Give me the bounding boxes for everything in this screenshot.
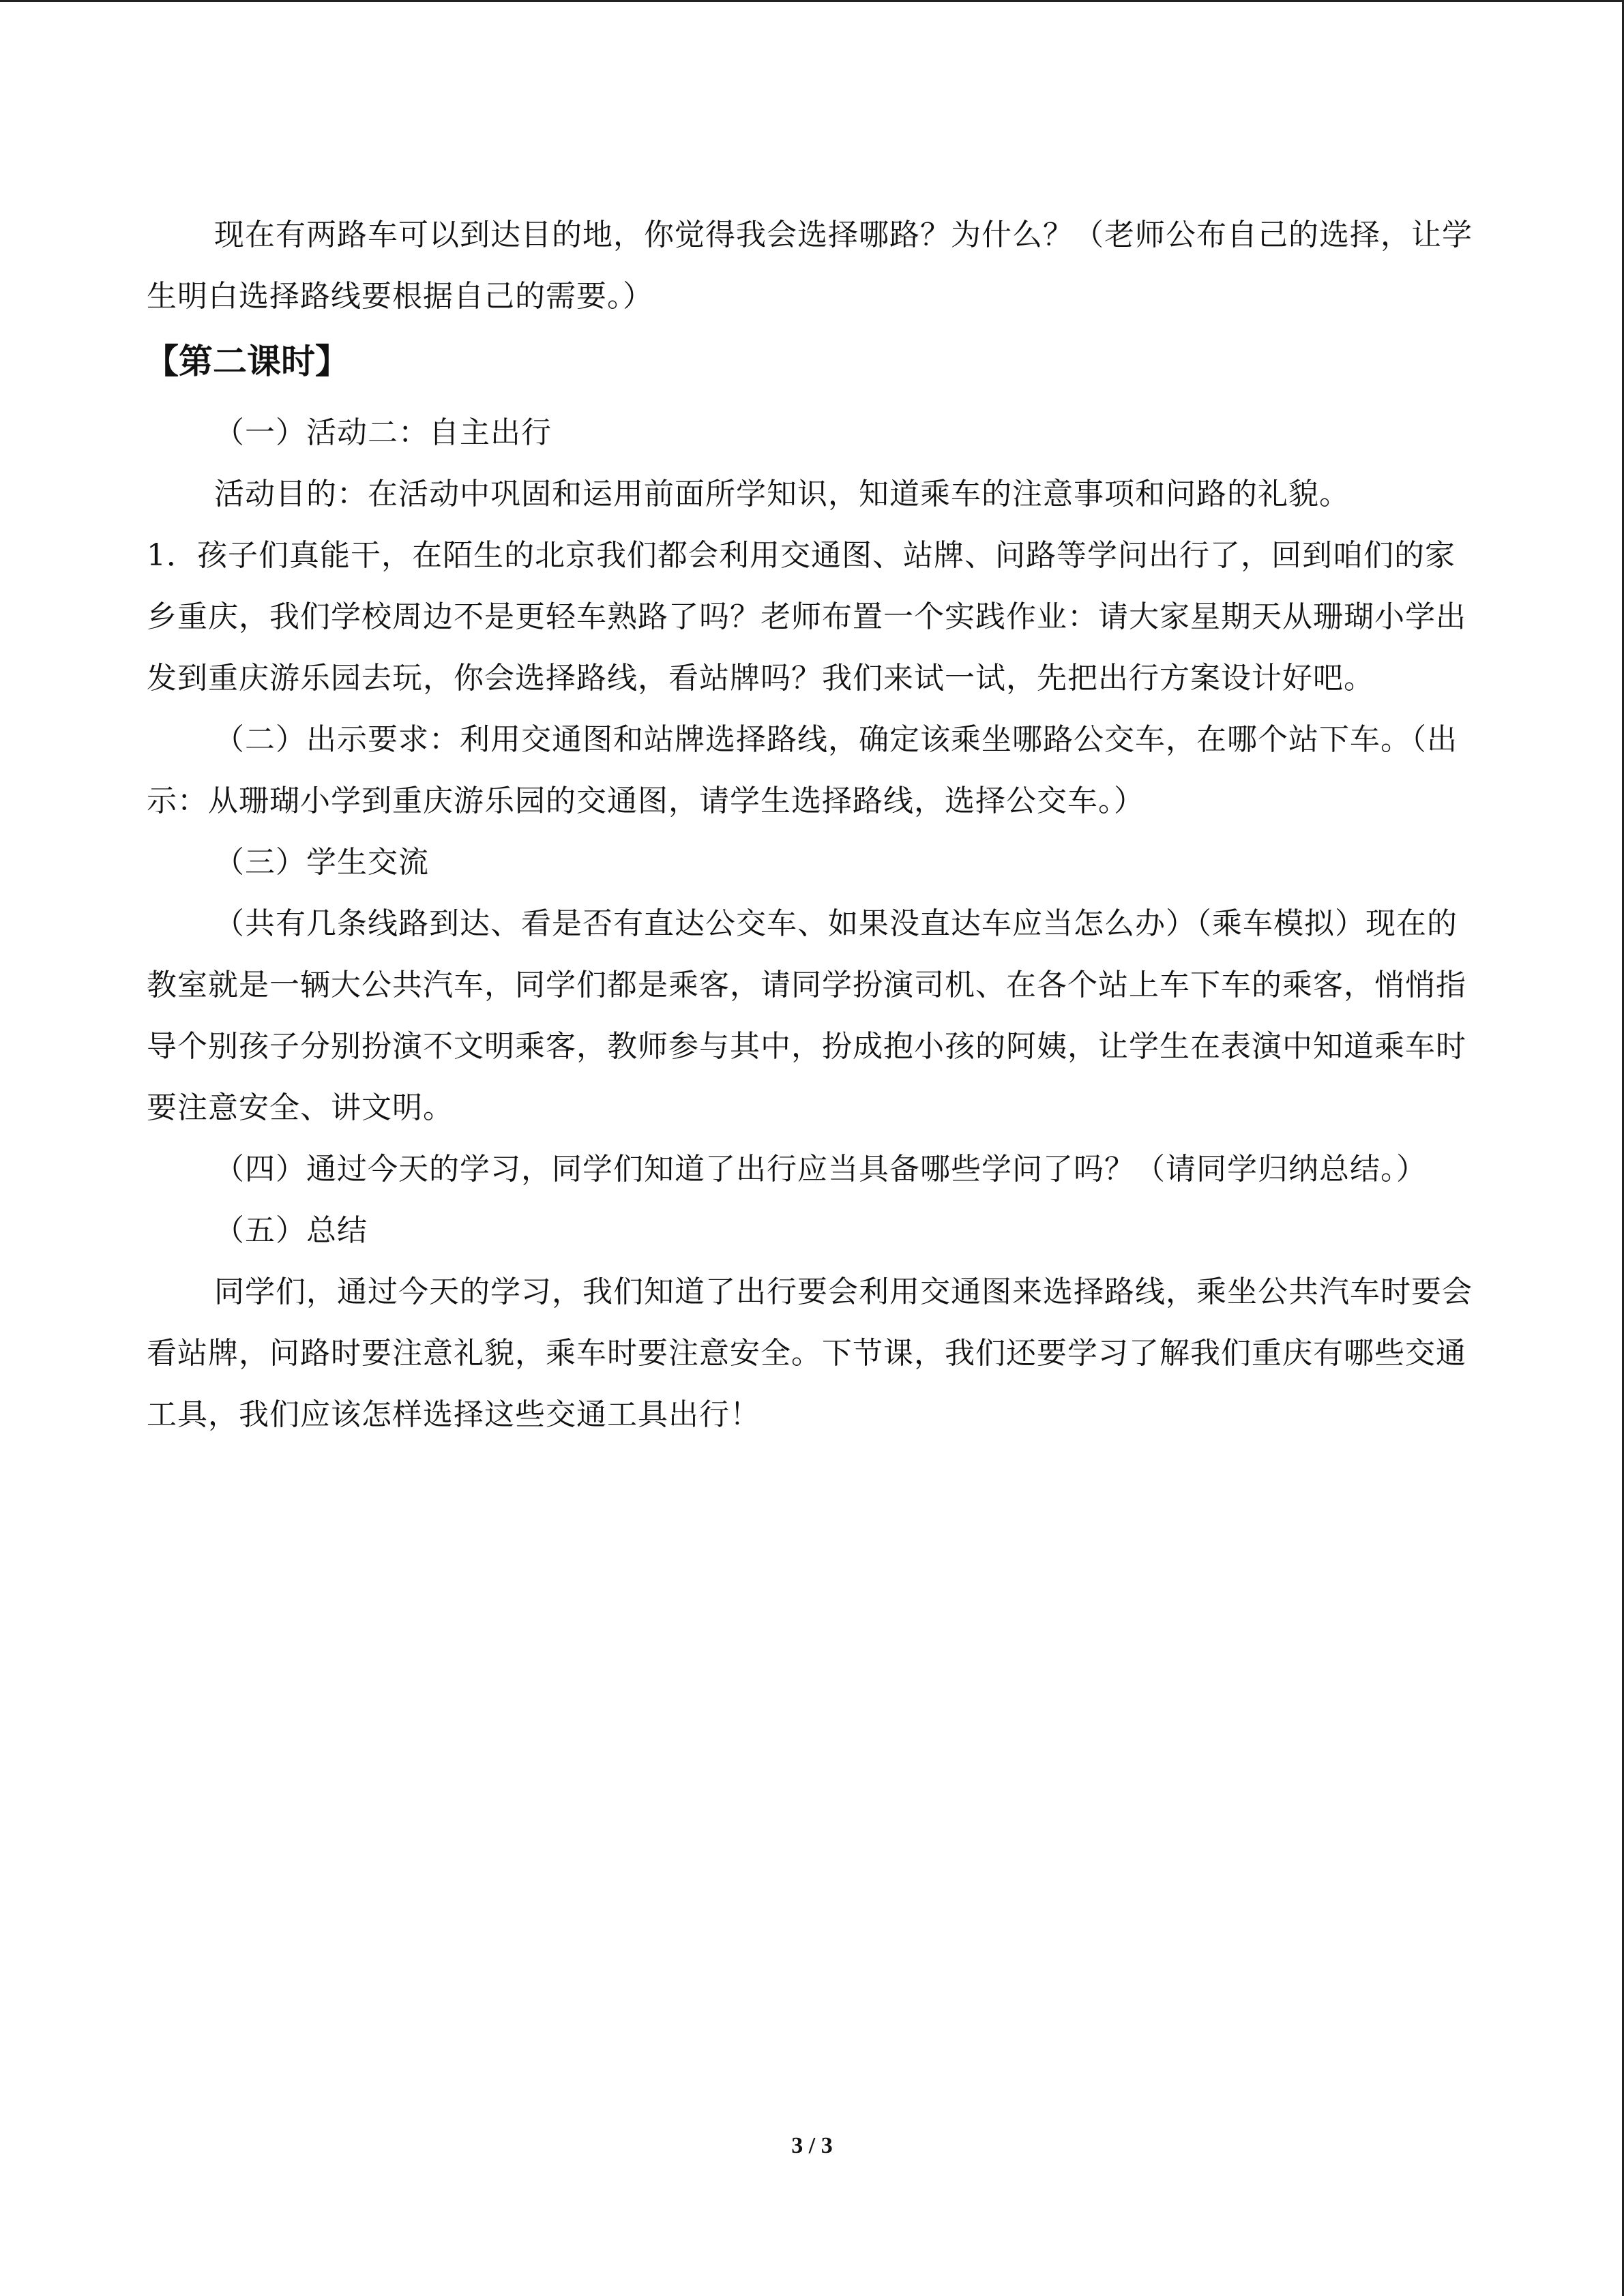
paragraph-activity-goal: 活动目的：在活动中巩固和运用前面所学知识，知道乘车的注意事项和问路的礼貌。	[214, 477, 1350, 511]
paragraph-bus-simulation: （共有几条线路到达、看是否有直达公交车、如果没直达车应当怎么办）（乘车模拟）现在的教室就是一辆大公共汽车，同学们都是乘客，请同学扮演司机、在各个站上车下车的乘客，悄悄指导个别孩子分别扮演不文明乘客，教师参与其中，扮成抱小孩的阿姨，让学生在表演中知道乘车时要注意安全、讲文明。	[147, 906, 1466, 1125]
paragraph-student-exchange: （三）学生交流	[214, 845, 429, 880]
page-number: 3 / 3	[791, 2133, 833, 2158]
paragraph-summary-title: （五）总结	[214, 1213, 368, 1248]
document-body	[147, 205, 1480, 1446]
paragraph-practice-task: 1．孩子们真能干，在陌生的北京我们都会利用交通图、站牌、问路等学问出行了，回到咱们的家乡重庆，我们学校周边不是更轻车熟路了吗？老师布置一个实践作业：请大家星期天从珊瑚小学出发到重庆游乐园去玩，你会选择路线，看站牌吗？我们来试一试，先把出行方案设计好吧。	[147, 538, 1466, 696]
paragraph-route-choice: 现在有两路车可以到达目的地，你觉得我会选择哪路？为什么？（老师公布自己的选择，让学生明白选择路线要根据自己的需要。）	[147, 218, 1473, 314]
paragraph-activity-two: （一）活动二：自主出行	[214, 415, 552, 450]
paragraph-review-question: （四）通过今天的学习，同学们知道了出行应当具备哪些学问了吗？（请同学归纳总结。）	[214, 1152, 1427, 1187]
page-border-top	[0, 0, 1624, 2]
paragraph-requirements: （二）出示要求：利用交通图和站牌选择路线，确定该乘坐哪路公交车，在哪个站下车。（出示：从珊瑚小学到重庆游乐园的交通图，请学生选择路线，选择公交车。）	[147, 722, 1458, 818]
paragraph-summary: 同学们，通过今天的学习，我们知道了出行要会利用交通图来选择路线，乘坐公共汽车时要会看站牌，问路时要注意礼貌，乘车时要注意安全。下节课，我们还要学习了解我们重庆有哪些交通工具，我们应该怎样选择这些交通工具出行！	[147, 1274, 1473, 1432]
section-heading: 【第二课时】	[145, 342, 349, 381]
